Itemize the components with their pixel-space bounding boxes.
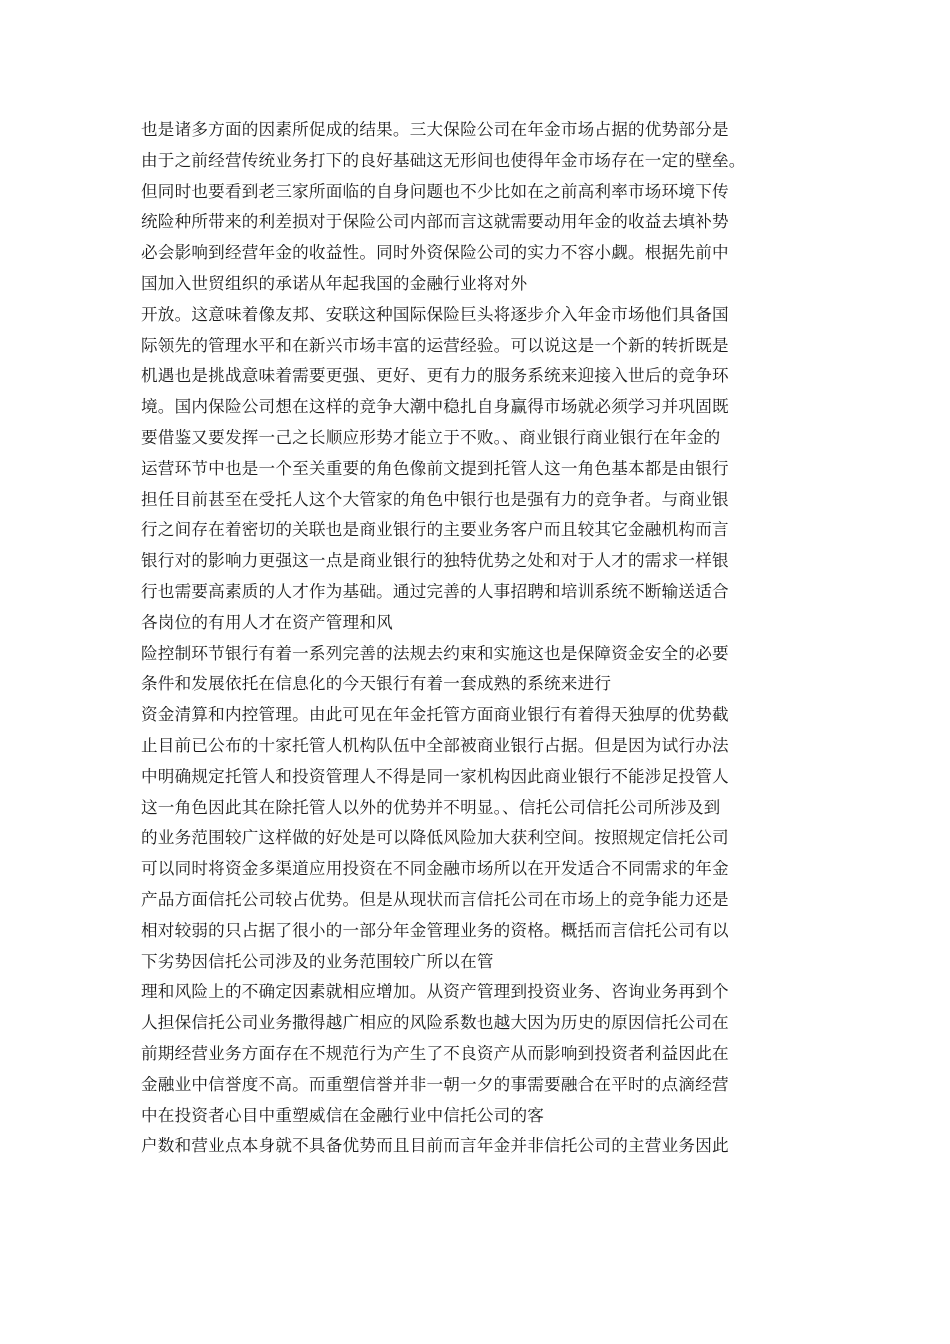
text-line: 际领先的管理水平和在新兴市场丰富的运营经验。可以说这是一个新的转折既是: [141, 335, 729, 355]
text-line: 行也需要高素质的人才作为基础。通过完善的人事招聘和培训系统不断输送适合: [141, 581, 729, 601]
text-line: 由于之前经营传统业务打下的良好基础这无形间也使得年金市场存在一定的壁垒。: [141, 150, 746, 170]
text-line: 条件和发展依托在信息化的今天银行有着一套成熟的系统来进行: [141, 674, 612, 694]
text-line: 中在投资者心目中重塑威信在金融行业中信托公司的客: [141, 1105, 545, 1125]
text-line: 下劣势因信托公司涉及的业务范围较广所以在管: [141, 951, 494, 971]
text-line: 统险种所带来的利差损对于保险公司内部而言这就需要动用年金的收益去填补势: [141, 212, 729, 232]
text-line: 要借鉴又要发挥一己之长顺应形势才能立于不败。、商业银行商业银行在年金的: [141, 427, 721, 447]
text-line: 银行对的影响力更强这一点是商业银行的独特优势之处和对于人才的需求一样银: [141, 551, 729, 571]
text-line: 但同时也要看到老三家所面临的自身问题也不少比如在之前高利率市场环境下传: [141, 181, 729, 201]
text-line: 各岗位的有用人才在资产管理和风: [141, 612, 393, 632]
text-line: 可以同时将资金多渠道应用投资在不同金融市场所以在开发适合不同需求的年金: [141, 859, 729, 879]
text-line: 止目前已公布的十家托管人机构队伍中全部被商业银行占据。但是因为试行办法: [141, 735, 729, 755]
text-line: 的业务范围较广这样做的好处是可以降低风险加大获利空间。按照规定信托公司: [141, 828, 729, 848]
text-line: 国加入世贸组织的承诺从年起我国的金融行业将对外: [141, 273, 528, 293]
text-line: 中明确规定托管人和投资管理人不得是同一家机构因此商业银行不能涉足投管人: [141, 766, 729, 786]
text-line: 开放。这意味着像友邦、安联这种国际保险巨头将逐步介入年金市场他们具备国: [141, 304, 729, 324]
text-line: 产品方面信托公司较占优势。但是从现状而言信托公司在市场上的竞争能力还是: [141, 889, 729, 909]
text-line: 相对较弱的只占据了很小的一部分年金管理业务的资格。概括而言信托公司有以: [141, 920, 729, 940]
text-line: 险控制环节银行有着一系列完善的法规去约束和实施这也是保障资金安全的必要: [141, 643, 729, 663]
body-text: [141, 115, 841, 1162]
text-line: 金融业中信誉度不高。而重塑信誉并非一朝一夕的事需要融合在平时的点滴经营: [141, 1074, 729, 1094]
text-line: 运营环节中也是一个至关重要的角色像前文提到托管人这一角色基本都是由银行: [141, 458, 729, 478]
text-line: 这一角色因此其在除托管人以外的优势并不明显。、信托公司信托公司所涉及到: [141, 797, 721, 817]
text-line: 担任目前甚至在受托人这个大管家的角色中银行也是强有力的竞争者。与商业银: [141, 489, 729, 509]
text-line: 境。国内保险公司想在这样的竞争大潮中稳扎自身赢得市场就必须学习并巩固既: [141, 397, 729, 417]
text-line: 必会影响到经营年金的收益性。同时外资保险公司的实力不容小觑。根据先前中: [141, 243, 729, 263]
text-line: 理和风险上的不确定因素就相应增加。从资产管理到投资业务、咨询业务再到个: [141, 982, 729, 1002]
text-line: 资金清算和内控管理。由此可见在年金托管方面商业银行有着得天独厚的优势截: [141, 705, 729, 725]
text-line: 人担保信托公司业务撒得越广相应的风险系数也越大因为历史的原因信托公司在: [141, 1013, 729, 1033]
text-line: 也是诸多方面的因素所促成的结果。三大保险公司在年金市场占据的优势部分是: [141, 120, 729, 139]
text-line: 户数和营业点本身就不具备优势而且目前而言年金并非信托公司的主营业务因此: [141, 1136, 729, 1156]
text-line: 行之间存在着密切的关联也是商业银行的主要业务客户而且较其它金融机构而言: [141, 520, 729, 540]
text-line: 机遇也是挑战意味着需要更强、更好、更有力的服务系统来迎接入世后的竞争环: [141, 366, 729, 386]
text-line: 前期经营业务方面存在不规范行为产生了不良资产从而影响到投资者利益因此在: [141, 1043, 729, 1063]
